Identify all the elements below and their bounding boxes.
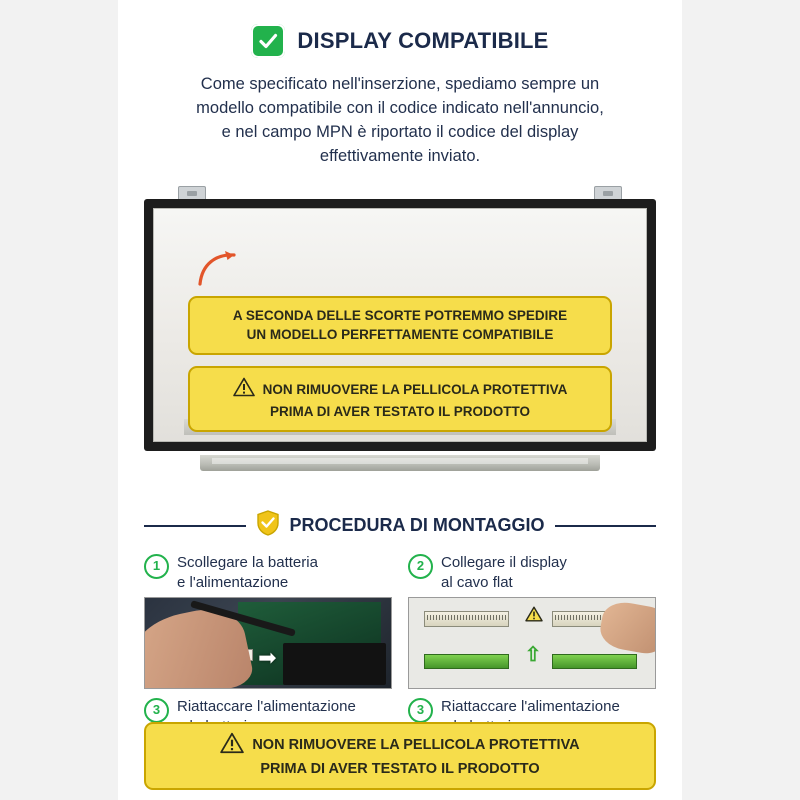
connector-top-left [424, 611, 510, 627]
battery-disconnect-photo [144, 597, 392, 689]
content-column [118, 0, 682, 800]
intro-line-3: e nel campo MPN è riportato il codice del display [221, 123, 579, 142]
procedure-title: PROCEDURA DI MONTAGGIO [289, 515, 545, 536]
film-warning-line-1: NON RIMUOVERE LA PELLICOLA PROTETTIVA [262, 381, 568, 397]
step-2-number: 2 [408, 554, 433, 579]
intro-line-2: modello compatibile con il codice indicato nell'annuncio, [196, 99, 604, 118]
step-2-line-1: Collegare il display [441, 554, 567, 572]
check-icon [251, 24, 285, 58]
intro-line-1: Come specificato nell'inserzione, spediamo sempre un [200, 75, 600, 93]
film-warning-line-2: PRIMA DI AVER TESTATO IL PRODOTTO [269, 403, 530, 419]
footer-warning-line-1: NON RIMUOVERE LA PELLICOLA PROTETTIVA [252, 737, 580, 754]
right-margin-band [682, 0, 800, 800]
stock-notice-line-2: UN MODELLO PERFETTAMENTE COMPATIBILE [246, 326, 554, 342]
panel-driver-board [200, 455, 599, 471]
step-4-line-1: Riattaccare l'alimentazione [441, 698, 620, 716]
step-4-number: 3 [408, 698, 433, 723]
divider-left [144, 525, 246, 527]
warning-triangle-icon [525, 606, 543, 627]
step-3-line-1: Riattaccare l'alimentazione [177, 698, 356, 716]
warning-triangle-icon [220, 732, 244, 761]
step-2-text [441, 553, 567, 592]
green-up-arrow-icon: ⇧ [524, 644, 542, 667]
footer-warning-box [144, 722, 656, 790]
step-2-line-2: al cavo flat [441, 573, 513, 591]
intro-line-4: effettivamente inviato. [319, 147, 481, 166]
shield-icon [256, 510, 280, 541]
page-title: DISPLAY COMPATIBILE [297, 28, 549, 53]
battery-pack [283, 643, 386, 684]
step-1-label [144, 553, 392, 595]
step-2-label [408, 553, 656, 595]
step-1-text [177, 553, 318, 592]
footer-warning-line-2: PRIMA DI AVER TESTATO IL PRODOTTO [260, 761, 540, 778]
step-3-number: 3 [144, 698, 169, 723]
intro-text [144, 72, 656, 168]
divider-right [555, 525, 657, 527]
film-warning-box [188, 366, 612, 431]
white-arrow-icon: ➡ [258, 644, 277, 670]
procedure-steps [144, 553, 656, 739]
stock-notice-line-1: A SECONDA DELLE SCORTE POTREMMO SPEDIRE [232, 308, 568, 324]
stock-notice-box [188, 296, 612, 354]
left-margin-band [0, 0, 118, 800]
header [118, 0, 682, 58]
step-1-line-2: e l'alimentazione [177, 573, 289, 591]
flat-cable-photo [408, 597, 656, 689]
hand [597, 599, 656, 656]
procedure-header [144, 510, 656, 541]
step-1-line-1: Scollegare la batteria [177, 554, 318, 572]
flat-cable-left [424, 654, 510, 669]
curved-arrow-icon [196, 248, 242, 293]
display-panel-illustration [144, 186, 656, 486]
flat-cable-right [552, 654, 638, 669]
step-1-number: 1 [144, 554, 169, 579]
warning-triangle-icon [233, 377, 255, 402]
